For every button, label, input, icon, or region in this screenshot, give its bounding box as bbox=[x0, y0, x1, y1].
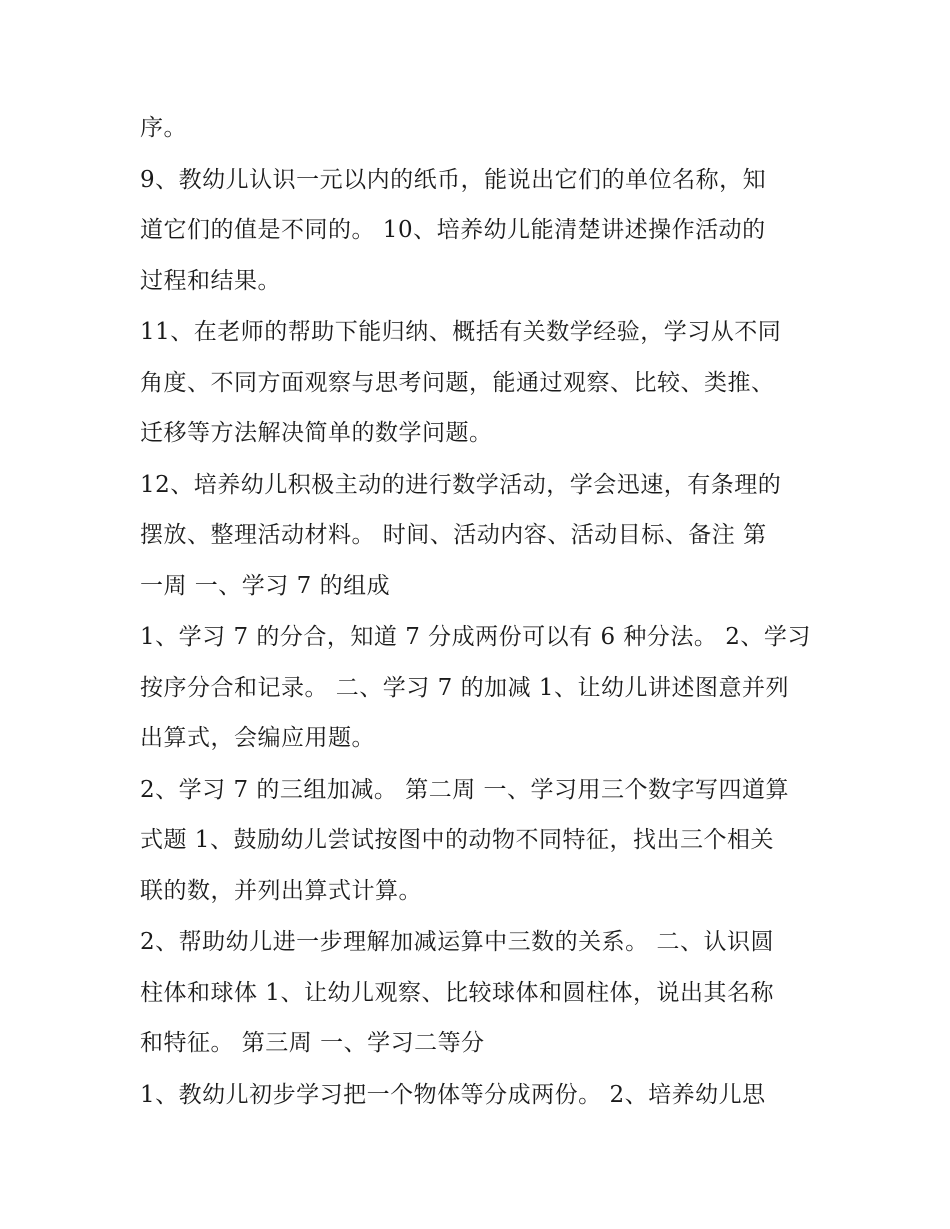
text-line: 9、教幼儿认识一元以内的纸币，能说出它们的单位名称，知 bbox=[140, 167, 767, 193]
text-line: 角度、不同方面观察与思考问题，能通过观察、比较、类推、 bbox=[140, 370, 775, 396]
text-line: 11、在老师的帮助下能归纳、概括有关数学经验，学习从不同 bbox=[140, 319, 782, 345]
text-line: 1、教幼儿初步学习把一个物体等分成两份。 2、培养幼儿思 bbox=[140, 1082, 766, 1108]
text-line: 出算式，会编应用题。 bbox=[140, 725, 375, 751]
text-line: 12、培养幼儿积极主动的进行数学活动，学会迅速，有条理的 bbox=[140, 472, 782, 498]
text-line: 联的数，并列出算式计算。 bbox=[140, 878, 422, 904]
text-line: 道它们的值是不同的。 10、培养幼儿能清楚讲述操作活动的 bbox=[140, 217, 766, 243]
text-line: 2、帮助幼儿进一步理解加减运算中三数的关系。 二、认识圆 bbox=[140, 929, 774, 955]
text-line: 一周 一、学习 7 的组成 bbox=[140, 573, 391, 599]
text-line: 式题 1、鼓励幼儿尝试按图中的动物不同特征，找出三个相关 bbox=[140, 827, 774, 853]
text-line: 柱体和球体 1、让幼儿观察、比较球体和圆柱体，说出其名称 bbox=[140, 980, 774, 1006]
text-line: 2、学习 7 的三组加减。 第二周 一、学习用三个数字写四道算 bbox=[140, 777, 790, 803]
text-line: 迁移等方法解决简单的数学问题。 bbox=[140, 420, 493, 446]
text-line: 过程和结果。 bbox=[140, 268, 281, 294]
text-line: 按序分合和记录。 二、学习 7 的加减 1、让幼儿讲述图意并列 bbox=[140, 675, 790, 701]
text-line: 摆放、整理活动材料。 时间、活动内容、活动目标、备注 第 bbox=[140, 522, 767, 548]
text-line: 和特征。 第三周 一、学习二等分 bbox=[140, 1030, 485, 1056]
text-line: 序。 bbox=[140, 115, 187, 141]
text-line: 1、学习 7 的分合，知道 7 分成两份可以有 6 种分法。 2、学习 bbox=[140, 624, 811, 650]
